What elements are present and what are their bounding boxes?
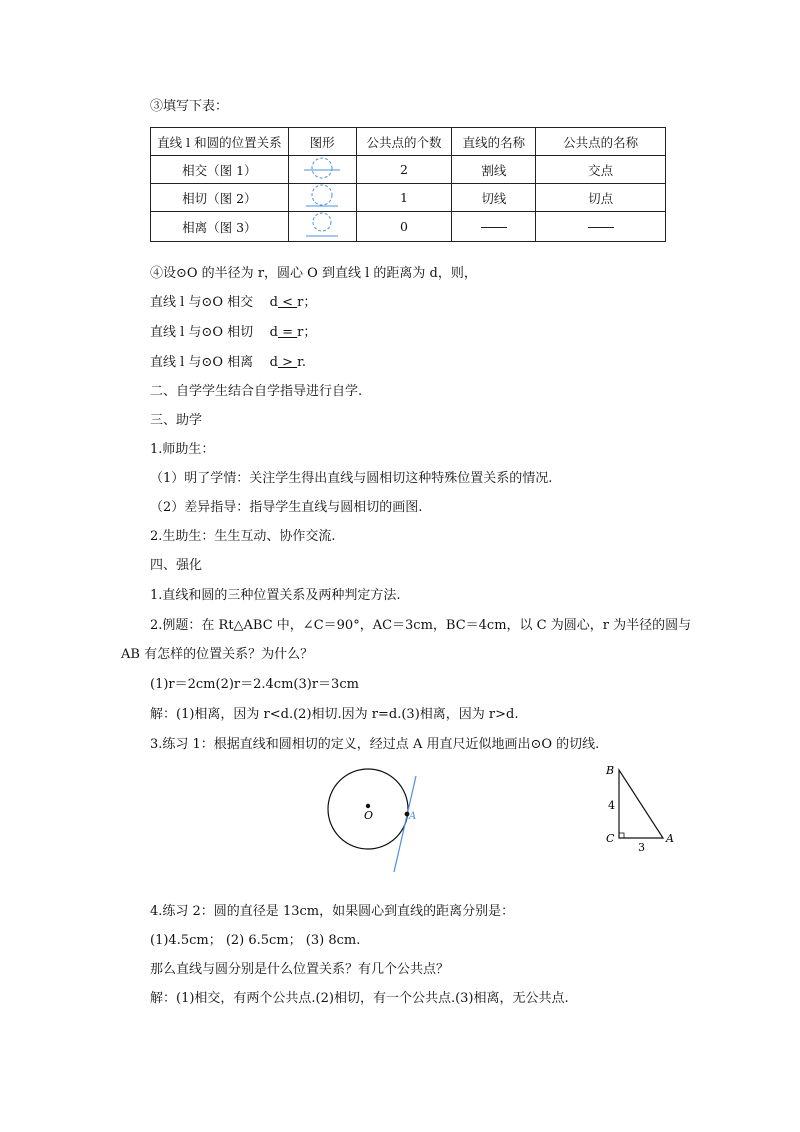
table-header-row (151, 128, 666, 156)
section-4-item-4d: 解：(1)相交，有两个公共点.(2)相切，有一个公共点.(3)相离，无公共点. (150, 991, 569, 1006)
cell-line-name: 割线 (452, 156, 536, 184)
cell-count: 2 (356, 156, 452, 184)
condition-d: d (269, 295, 278, 310)
section-4-item-3: 3.练习 1：根据直线和圆相切的定义，经过点 A 用直尺近似地画出⊙O 的切线. (150, 737, 600, 752)
section-3-item-1: 1.师助生： (150, 442, 215, 457)
condition-operator: < (277, 295, 298, 310)
condition-text: 直线 l 与⊙O 相交 (150, 295, 254, 310)
header-figure: 图形 (288, 128, 356, 156)
cell-point-name: 交点 (536, 156, 666, 184)
section-3-item-1b: （2）差异指导：指导学生直线与圆相切的画图. (150, 500, 423, 515)
condition-intersect (150, 294, 316, 312)
label-side-bc: 4 (608, 799, 615, 812)
tangent-figure (302, 184, 342, 208)
section-4-item-4c: 那么直线与圆分别是什么位置关系？有几个公共点？ (150, 962, 450, 977)
label-b: B (606, 764, 615, 777)
label-side-ca: 3 (638, 841, 645, 854)
heading-fill-table: ③填写下表： (150, 99, 229, 114)
label-a: A (409, 811, 417, 822)
section-4-item-2d: 解：(1)相离，因为 r<d.(2)相切.因为 r=d.(3)相离，因为 r>d. (150, 707, 519, 722)
condition-operator: > (277, 355, 298, 370)
header-relation: 直线 l 和圆的位置关系 (151, 128, 289, 156)
cell-count: 1 (356, 184, 452, 212)
cell-figure (288, 212, 356, 242)
intersect-figure (302, 156, 342, 180)
cell-figure (288, 184, 356, 212)
condition-separate (150, 354, 306, 372)
right-triangle-figure (600, 762, 690, 857)
condition-d: d (269, 355, 278, 370)
label-c: C (606, 832, 615, 845)
condition-tail: r； (297, 295, 317, 310)
section-4-item-4: 4.练习 2：圆的直径是 13cm，如果圆心到直线的距离分别是： (150, 904, 515, 919)
cell-relation: 相交（图 1） (151, 156, 289, 184)
section-4-item-1: 1.直线和圆的三种位置关系及两种判定方法. (150, 588, 401, 603)
cell-relation: 相切（图 2） (151, 184, 289, 212)
relation-table (150, 127, 666, 242)
separate-figure (302, 212, 342, 238)
section-4-item-2b: AB 有怎样的位置关系？为什么？ (121, 647, 314, 662)
section-4-item-2c: (1)r＝2cm(2)r＝2.4cm(3)r＝3cm (150, 677, 359, 692)
condition-operator: = (277, 325, 298, 340)
paragraph-4: ④设⊙O 的半径为 r，圆心 O 到直线 l 的距离为 d，则， (150, 266, 477, 281)
cell-point-name (536, 212, 666, 242)
dash-mark (481, 227, 507, 228)
condition-d: d (269, 325, 278, 340)
section-2: 二、自学学生结合自学指导进行自学. (150, 384, 363, 399)
cell-line-name (452, 212, 536, 242)
header-line-name: 直线的名称 (452, 128, 536, 156)
label-o: O (364, 809, 374, 822)
cell-relation: 相离（图 3） (151, 212, 289, 242)
dash-mark (588, 227, 614, 228)
section-4-item-4b: (1)4.5cm； (2) 6.5cm； (3) 8cm. (150, 933, 361, 948)
cell-count: 0 (356, 212, 452, 242)
cell-point-name: 切点 (536, 184, 666, 212)
condition-tail: r； (297, 325, 317, 340)
condition-tangent (150, 324, 316, 342)
condition-tail: r. (297, 355, 307, 370)
table-row (151, 184, 666, 212)
table-row (151, 212, 666, 242)
section-3-item-2: 2.生助生：生生互动、协作交流. (150, 529, 336, 544)
section-3-title: 三、助学 (150, 413, 203, 428)
condition-text: 直线 l 与⊙O 相离 (150, 355, 254, 370)
table-row (151, 156, 666, 184)
section-4-title: 四、强化 (150, 558, 203, 573)
cell-figure (288, 156, 356, 184)
cell-line-name: 切线 (452, 184, 536, 212)
condition-text: 直线 l 与⊙O 相切 (150, 325, 254, 340)
header-count: 公共点的个数 (356, 128, 452, 156)
circle-tangent-figure (320, 762, 430, 882)
section-3-item-1a: （1）明了学情：关注学生得出直线与圆相切这种特殊位置关系的情况. (150, 471, 553, 486)
header-point-name: 公共点的名称 (536, 128, 666, 156)
section-4-item-2a: 2.例题：在 Rt△ABC 中，∠C＝90°，AC＝3cm，BC＝4cm，以 C 为圆心，r 为半径的圆与 (150, 618, 692, 633)
label-a: A (666, 832, 674, 845)
